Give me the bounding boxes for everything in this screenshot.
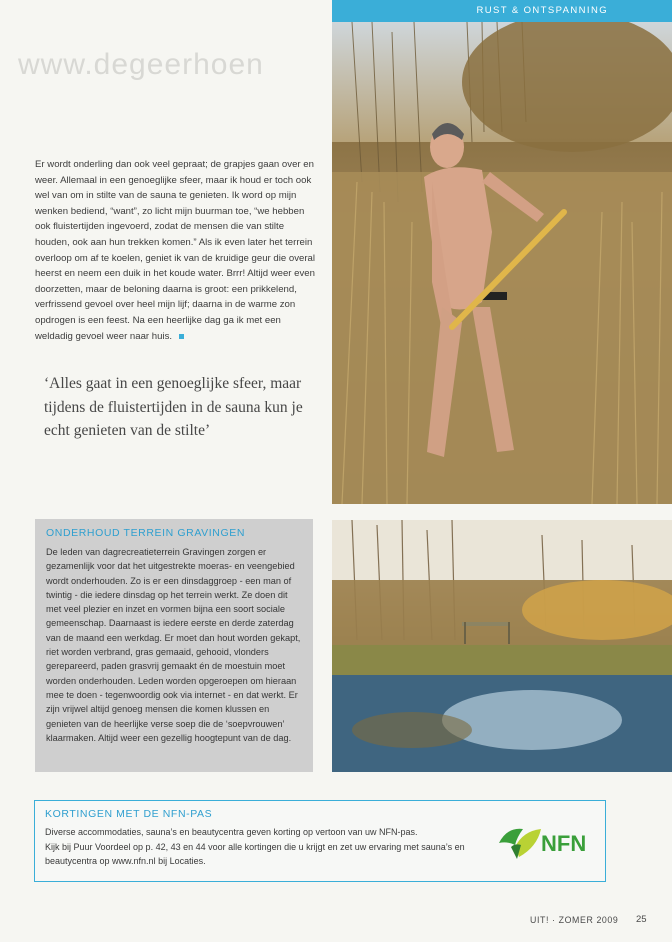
section-label: RUST & ONTSPANNING: [476, 5, 608, 16]
info-box-title: ONDERHOUD TERREIN GRAVINGEN: [46, 527, 245, 539]
article-body-text: Er wordt onderling dan ook veel gepraat; de grapjes gaan over en weer. Allemaal in een genoeglijke sfeer, maar ik houd er toch ook wel van om in stilte van de sauna te genieten. Ik word op mijn wenken bediend, “want”, zo licht mijn buurman toe, “we hebben ook fluistertijden ingevoerd, zodat de mensen die van stilte houden, ook aan hun trekken komen.” Als ik even later het terrein overloop om af te koelen, geniet ik van de kruidige geur die overal heerst en neem een duik in het koude water. Brrr! Altijd weer even doorzetten, maar de beloning daarna is groot: een prikkelend, verfrissend gevoel over heel mijn lijf; daarna in de warme zon opdrogen is een feest. Na een heerlijke dag ga ik met een weldadig gevoel weer naar huis.: [35, 159, 315, 342]
nfn-logo-text: NFN: [541, 831, 587, 856]
footer-page-number: 25: [636, 914, 647, 925]
pond-photo-illustration: [332, 520, 672, 772]
photo-man-with-reed: [332, 22, 672, 504]
photo-pond: [332, 520, 672, 772]
article-body: [35, 157, 317, 344]
nfn-leaf-icon: [497, 823, 543, 863]
watermark-text: www.degeerhoen: [18, 48, 264, 81]
nfn-box-line-2: Kijk bij Puur Voordeel op p. 42, 43 en 44 voor alle kortingen die u krijgt en zet uw ervaring met sauna’s en beautycentra op www.nfn.nl bij Locaties.: [45, 841, 465, 866]
nfn-discount-box: [34, 800, 606, 882]
nfn-box-title: KORTINGEN MET DE NFN-PAS: [45, 808, 213, 820]
article-end-mark: [179, 334, 184, 339]
nfn-logo: [497, 823, 597, 863]
info-box-gravingen: [35, 519, 313, 772]
reed-photo-illustration: [332, 22, 672, 504]
section-header-bar: [332, 0, 672, 22]
pull-quote: ‘Alles gaat in een genoeglijke sfeer, maar tijdens de fluistertijden in de sauna kun je echt genieten van de stilte’: [44, 375, 303, 439]
info-box-text: De leden van dagrecreatieterrein Gravingen zorgen er gezamenlijk voor dat het uitgestrekte moeras- en veengebied wordt onderhouden. Zo is er een dinsdaggroep - een man of twintig - die iedere dinsdag op het terrein werkt. Ze doen dit met veel plezier en inzet en vormen bijna een soort sociale gemeenschap. Daarnaast is iedere eerste en derde zaterdag van de maand een werkdag. Er moet dan hout worden gekapt, riet worden verbrand, gras gemaaid, gehooid, vlonders gerepareerd, paden grasvrij gemaakt én de moestuin moet worden onderhouden. Leden worden opgeroepen om hieraan mee te doen - tegenwoordig ook via internet - en dat werkt. Er zijn vrijwel altijd genoeg mensen die komen klussen en genieten van de heerlijke verse soep die de ‘soepvrouwen’ klaarmaken. Altijd weer een gezellig hoogtepunt van de dag.: [46, 547, 301, 743]
nfn-box-line-1: Diverse accommodaties, sauna’s en beautycentra geven korting op vertoon van uw NFN-pas.: [45, 827, 418, 837]
footer-magazine-issue: UIT! · ZOMER 2009: [530, 915, 619, 925]
